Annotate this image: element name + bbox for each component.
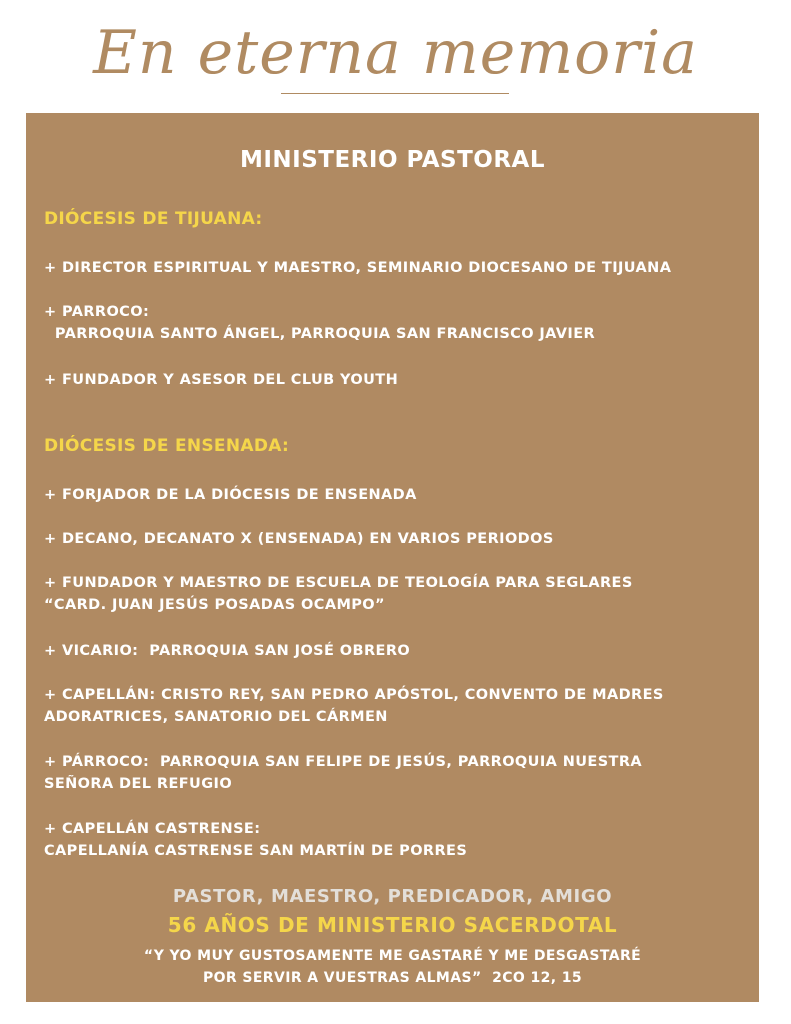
list-item bbox=[44, 528, 554, 550]
header-underline bbox=[281, 93, 509, 94]
footer-quote-line: POR SERVIR A VUESTRAS ALMAS” 2CO 12, 15 bbox=[202, 970, 583, 986]
header-title: En eterna memoria bbox=[93, 18, 698, 88]
list-item bbox=[44, 751, 642, 795]
panel-title: MINISTERIO PASTORAL bbox=[239, 147, 546, 173]
section-heading-ensenada: DIÓCESIS DE ENSENADA: bbox=[44, 436, 290, 456]
list-item bbox=[44, 640, 410, 662]
list-item-line: + VICARIO: PARROQUIA SAN JOSÉ OBRERO bbox=[44, 643, 411, 659]
section-heading-tijuana: DIÓCESIS DE TIJUANA: bbox=[44, 209, 263, 229]
list-item-line: + DIRECTOR ESPIRITUAL Y MAESTRO, SEMINARIO DIOCESANO DE TIJUANA bbox=[44, 260, 672, 276]
footer-years: 56 AÑOS DE MINISTERIO SACERDOTAL bbox=[167, 913, 618, 937]
list-item bbox=[44, 484, 417, 506]
list-item bbox=[44, 572, 633, 616]
list-item-line: CAPELLANÍA CASTRENSE SAN MARTÍN DE PORRES bbox=[44, 843, 468, 859]
memorial-panel bbox=[26, 113, 759, 1002]
list-item-line: + PARROCO: bbox=[44, 304, 150, 320]
footer-quote bbox=[26, 945, 759, 989]
list-item-line: + CAPELLÁN: CRISTO REY, SAN PEDRO APÓSTOL, CONVENTO DE MADRES bbox=[44, 687, 664, 703]
list-item bbox=[44, 369, 398, 391]
list-item bbox=[44, 301, 595, 345]
list-item-line: + PÁRROCO: PARROQUIA SAN FELIPE DE JESÚS, PARROQUIA NUESTRA bbox=[44, 754, 643, 770]
list-item bbox=[44, 257, 671, 279]
list-item-line: ADORATRICES, SANATORIO DEL CÁRMEN bbox=[44, 709, 388, 725]
list-item-line: “CARD. JUAN JESÚS POSADAS OCAMPO” bbox=[44, 597, 385, 613]
list-item bbox=[44, 818, 467, 862]
list-item-line: SEÑORA DEL REFUGIO bbox=[44, 776, 233, 792]
list-item-line: + FUNDADOR Y MAESTRO DE ESCUELA DE TEOLOGÍA PARA SEGLARES bbox=[44, 575, 633, 591]
list-item bbox=[44, 684, 664, 728]
list-item-line: + FUNDADOR Y ASESOR DEL CLUB YOUTH bbox=[44, 372, 399, 388]
list-item-line: + FORJADOR DE LA DIÓCESIS DE ENSENADA bbox=[44, 487, 417, 503]
list-item-line: + CAPELLÁN CASTRENSE: bbox=[44, 821, 261, 837]
list-item-line: + DECANO, DECANATO X (ENSENADA) EN VARIOS PERIODOS bbox=[44, 531, 554, 547]
footer-roles: PASTOR, MAESTRO, PREDICADOR, AMIGO bbox=[172, 886, 613, 907]
list-item-line: PARROQUIA SANTO ÁNGEL, PARROQUIA SAN FRANCISCO JAVIER bbox=[44, 326, 596, 342]
footer-quote-line: “Y YO MUY GUSTOSAMENTE ME GASTARÉ Y ME DESGASTARÉ bbox=[143, 948, 642, 964]
